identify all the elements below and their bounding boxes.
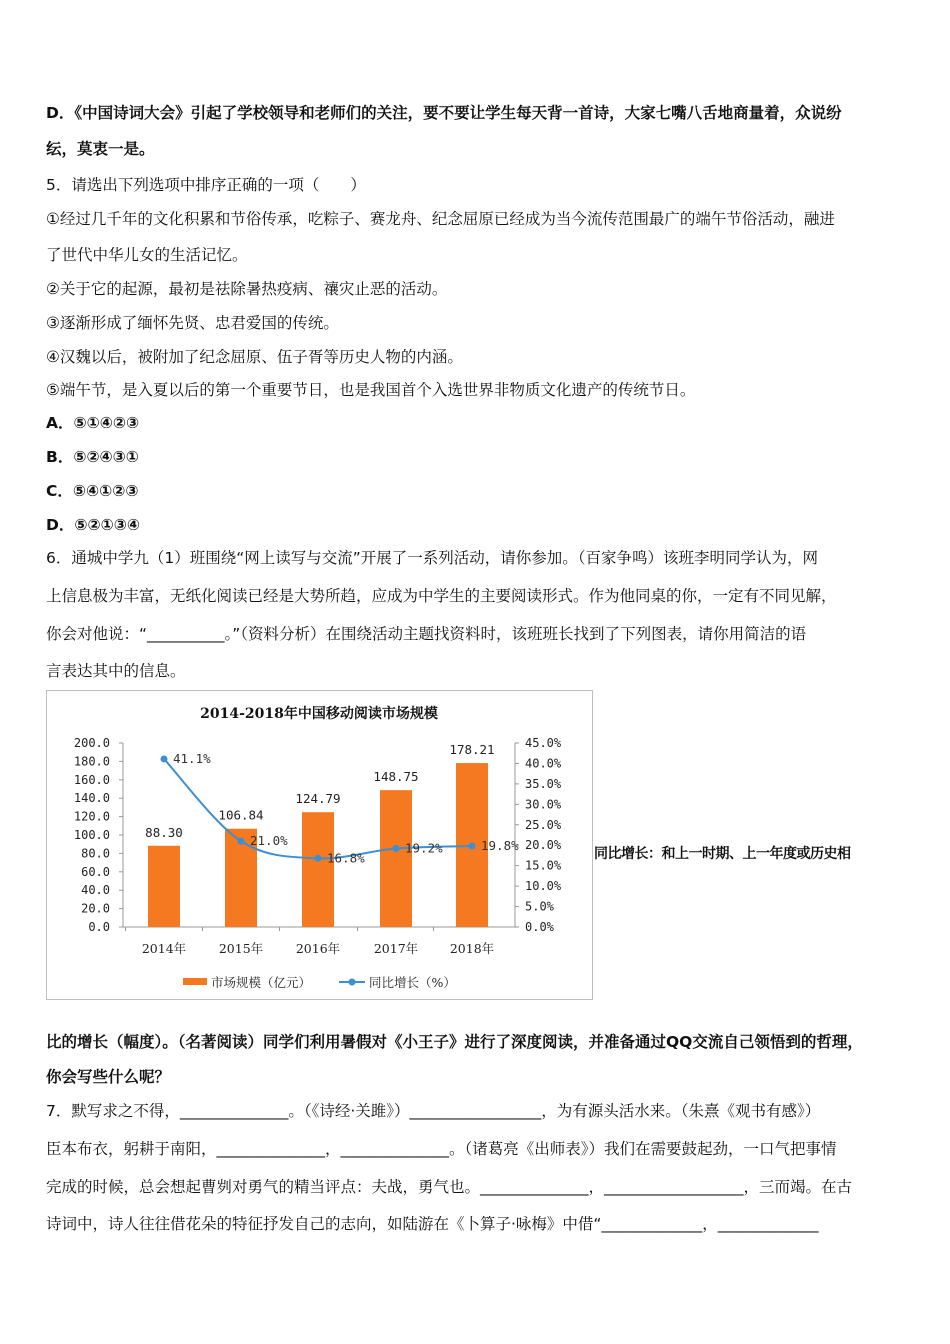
right-tick-label: 20.0% xyxy=(525,838,562,853)
right-tick-label: 30.0% xyxy=(525,797,562,812)
q6-continued-line-2: 你会写些什么呢？ xyxy=(46,1068,171,1086)
bar-value-label: 178.21 xyxy=(449,742,495,758)
market-size-chart xyxy=(46,690,593,1000)
left-tick-label: 160.0 xyxy=(73,772,110,787)
chart-title: 2014-2018年中国移动阅读市场规模 xyxy=(200,706,438,722)
bar-value-label: 106.84 xyxy=(218,807,264,823)
q5-option-d: D．⑤②①③④ xyxy=(46,516,140,534)
q5-sentence-2: ②关于它的起源，最初是祛除暑热疫病、禳灾止恶的活动。 xyxy=(46,280,448,298)
growth-point-2018年 xyxy=(469,843,476,850)
growth-value-label: 41.1% xyxy=(173,750,211,766)
question-7-line-3: 完成的时候，总会想起曹刿对勇气的精当评点：夫战，勇气也。______________，__________________，三而竭。在古 xyxy=(46,1178,853,1196)
question-6-line-4: 言表达其中的信息。 xyxy=(46,662,186,680)
right-tick-label: 15.0% xyxy=(525,858,562,873)
q5-option-a: A．⑤①④②③ xyxy=(46,414,140,432)
option-d-line-1: D．《中国诗词大会》引起了学校领导和老师们的关注，要不要让学生每天背一首诗，大家七嘴八舌地商量着，众说纷 xyxy=(46,104,842,122)
question-7-line-4: 诗词中，诗人往往借花朵的特征抒发自己的志向，如陆游在《卜算子·咏梅》中借“_____________，_____________ xyxy=(46,1215,819,1233)
q5-sentence-1a: ①经过几千年的文化积累和节俗传承，吃粽子、赛龙舟、纪念屈原已经成为当今流传范围最广的端午节俗活动，融进 xyxy=(46,210,835,228)
chart-svg xyxy=(47,691,592,999)
growth-value-label: 19.2% xyxy=(405,840,443,856)
left-tick-label: 140.0 xyxy=(73,791,110,806)
q5-option-b: B．⑤②④③① xyxy=(46,448,139,466)
q6-continued-line-1: 比的增长（幅度）。（名著阅读）同学们利用暑假对《小王子》进行了深度阅读，并准备通过QQ交流自己领悟到的哲理， xyxy=(46,1033,863,1051)
q5-sentence-5: ⑤端午节，是入夏以后的第一个重要节日，也是我国首个入选世界非物质文化遗产的传统节日。 xyxy=(46,381,696,399)
bar-value-label: 124.79 xyxy=(295,791,341,807)
left-tick-label: 180.0 xyxy=(73,754,110,769)
q5-option-c: C．⑤④①②③ xyxy=(46,482,139,500)
right-tick-label: 5.0% xyxy=(525,899,554,914)
question-6-line-1: 6．通城中学九（1）班围绕“网上读写与交流”开展了一系列活动，请你参加。（百家争鸣）该班李明同学认为，网 xyxy=(46,549,819,567)
question-7-line-2: 臣本布衣，躬耕于南阳，______________，______________。（诸葛亮《出师表》）我们在需要鼓起劲，一口气把事情 xyxy=(46,1140,837,1158)
left-tick-label: 40.0 xyxy=(81,883,110,898)
question-5-stem: 5．请选出下列选项中排序正确的一项（ ） xyxy=(46,176,366,194)
x-category-label: 2014年 xyxy=(141,941,187,956)
growth-point-2015年 xyxy=(238,838,245,845)
left-tick-label: 200.0 xyxy=(73,736,110,750)
side-note: 同比增长：和上一时期、上一年度或历史相 xyxy=(594,846,851,862)
legend-line-label: 同比增长（%） xyxy=(369,975,456,990)
bar-value-label: 88.30 xyxy=(145,824,183,840)
legend-line-marker xyxy=(349,979,356,986)
bar-2016年 xyxy=(302,812,334,927)
left-tick-label: 100.0 xyxy=(73,828,110,842)
right-tick-label: 45.0% xyxy=(525,736,562,750)
right-tick-label: 10.0% xyxy=(525,879,562,894)
x-category-label: 2018年 xyxy=(449,941,495,956)
left-tick-label: 60.0 xyxy=(81,864,110,879)
left-tick-label: 80.0 xyxy=(81,846,110,861)
bar-2017年 xyxy=(380,790,412,927)
bar-value-label: 148.75 xyxy=(373,769,419,785)
bar-2014年 xyxy=(148,846,180,927)
right-tick-label: 0.0% xyxy=(525,920,554,934)
x-category-label: 2016年 xyxy=(295,941,341,956)
growth-value-label: 16.8% xyxy=(327,850,365,866)
q5-sentence-1b: 了世代中华儿女的生活记忆。 xyxy=(46,246,248,264)
legend-bar-swatch xyxy=(183,978,207,985)
growth-point-2014年 xyxy=(161,755,168,762)
legend-bar-label: 市场规模（亿元） xyxy=(211,975,312,990)
question-7-line-1: 7．默写求之不得，______________。（《诗经·关雎》）_________________，为有源头活水来。（朱熹《观书有感》） xyxy=(46,1102,821,1120)
x-category-label: 2017年 xyxy=(373,941,419,956)
question-6-line-2: 上信息极为丰富，无纸化阅读已经是大势所趋，应成为中学生的主要阅读形式。作为他同桌的你，一定有不同见解， xyxy=(46,587,837,605)
left-tick-label: 20.0 xyxy=(81,901,110,916)
q5-sentence-4: ④汉魏以后，被附加了纪念屈原、伍子胥等历史人物的内涵。 xyxy=(46,348,463,366)
growth-point-2017年 xyxy=(393,845,400,852)
question-6-line-3: 你会对他说：“__________。”（资料分析）在围绕活动主题找资料时，该班班长找到了下列图表，请你用简洁的语 xyxy=(46,625,807,643)
q5-sentence-3: ③逐渐形成了缅怀先贤、忠君爱国的传统。 xyxy=(46,314,339,332)
left-tick-label: 0.0 xyxy=(88,920,110,934)
option-d-line-2: 纭，莫衷一是。 xyxy=(46,140,155,158)
left-tick-label: 120.0 xyxy=(73,809,110,824)
x-category-label: 2015年 xyxy=(218,941,264,956)
right-tick-label: 25.0% xyxy=(525,817,562,832)
growth-value-label: 21.0% xyxy=(250,833,288,849)
right-tick-label: 40.0% xyxy=(525,756,562,771)
growth-value-label: 19.8% xyxy=(481,838,519,854)
right-tick-label: 35.0% xyxy=(525,776,562,791)
growth-point-2016年 xyxy=(315,855,322,862)
